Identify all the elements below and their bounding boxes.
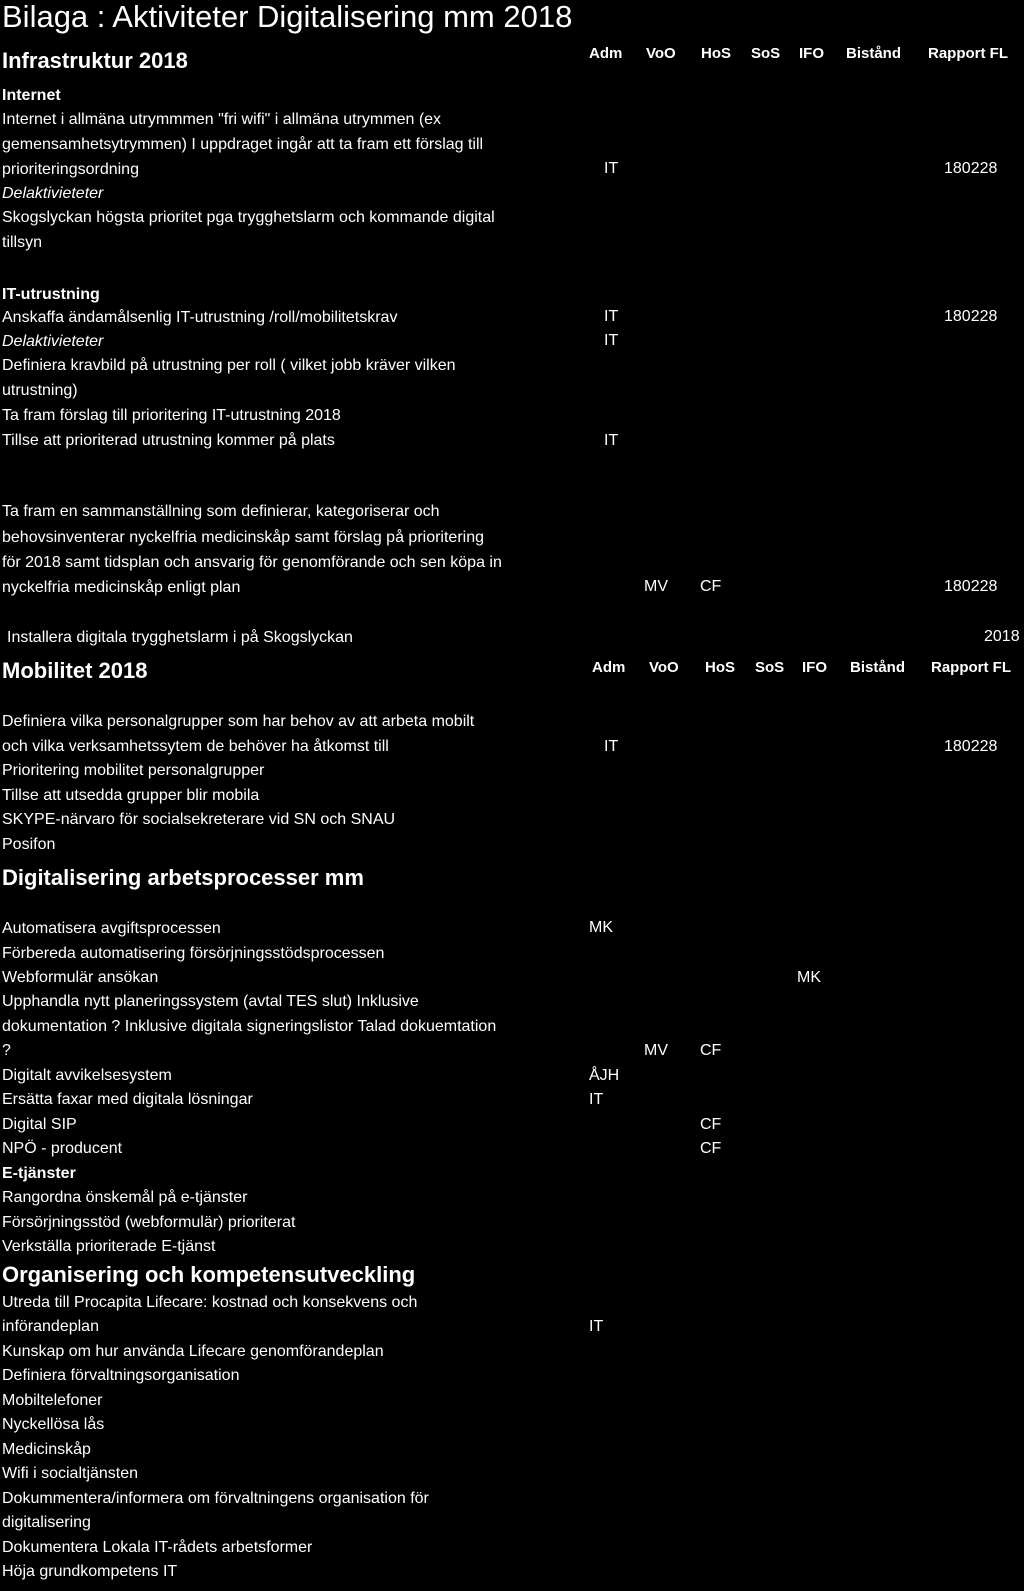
text-line: nyckelfria medicinskåp enligt plan xyxy=(2,579,241,596)
list-item: Prioritering mobilitet personalgrupper xyxy=(2,762,265,779)
text-line: Skogslyckan högsta prioritet pga trygghetslarm och kommande digital xyxy=(2,209,495,226)
text-line: Internet i allmäna utrymmmen "fri wifi" i allmäna utrymmen (ex xyxy=(2,111,442,128)
page-title: Bilaga : Aktiviteter Digitalisering mm 2018 xyxy=(2,0,573,34)
cell-rapport: 180228 xyxy=(944,578,998,595)
text-line: Anskaffa ändamålsenlig IT-utrustning /roll/mobilitetskrav xyxy=(2,309,398,326)
text-line: Ta fram en sammanställning som definierar, kategoriserar och xyxy=(2,503,440,520)
col-header-voo: VoO xyxy=(646,45,676,62)
text-line: Förbereda automatisering försörjningsstödsprocessen xyxy=(2,945,385,962)
list-item: digitalisering xyxy=(2,1514,91,1531)
list-item: SKYPE-närvaro för socialsekreterare vid SN och SNAU xyxy=(2,811,396,828)
cell-hos: CF xyxy=(700,1042,722,1059)
delaktiviteter-label: Delaktivieteter xyxy=(2,333,104,350)
list-item: Dokummentera/informera om förvaltningens organisation för xyxy=(2,1490,429,1507)
cell-voo: MV xyxy=(644,1042,668,1059)
cell-adm: IT xyxy=(589,1091,604,1108)
cell-adm: IT xyxy=(604,432,619,449)
list-item: Dokumentera Lokala IT-rådets arbetsformer xyxy=(2,1539,313,1556)
text-line: tillsyn xyxy=(2,234,43,251)
text-line: prioriteringsordning xyxy=(2,161,139,178)
cell-adm: IT xyxy=(604,738,619,755)
text-line: ? xyxy=(2,1042,11,1059)
list-item: Rangordna önskemål på e-tjänster xyxy=(2,1189,248,1206)
list-item: Försörjningsstöd (webformulär) prioriterat xyxy=(2,1214,296,1231)
col-header-adm: Adm xyxy=(592,659,626,676)
text-line: och vilka verksamhetssytem de behöver ha åtkomst till xyxy=(2,738,389,755)
col-header-rapport: Rapport FL xyxy=(928,45,1008,62)
list-item: Nyckellösa lås xyxy=(2,1416,105,1433)
list-item: Mobiltelefoner xyxy=(2,1392,103,1409)
cell-hos: CF xyxy=(700,1116,722,1133)
cell-adm: IT xyxy=(604,332,619,349)
text-line: Webformulär ansökan xyxy=(2,969,159,986)
text-line: Ersätta faxar med digitala lösningar xyxy=(2,1091,253,1108)
text-line: Digital SIP xyxy=(2,1116,77,1133)
text-line: Installera digitala trygghetslarm i på Skogslyckan xyxy=(7,629,353,646)
col-header-sos: SoS xyxy=(755,659,785,676)
text-line: införandeplan xyxy=(2,1318,99,1335)
cell-adm: IT xyxy=(589,1318,604,1335)
section-heading-organisering: Organisering och kompetensutveckling xyxy=(2,1262,416,1287)
subheading-it-utrustning: IT-utrustning xyxy=(2,286,100,303)
text-line: dokumentation ? Inklusive digitala signeringslistor Talad dokuemtation xyxy=(2,1018,497,1035)
subheading-e-tjanster: E-tjänster xyxy=(2,1165,76,1182)
list-item: Medicinskåp xyxy=(2,1441,91,1458)
col-header-rapport: Rapport FL xyxy=(931,659,1011,676)
text-line: Upphandla nytt planeringssystem (avtal TES slut) Inklusive xyxy=(2,993,419,1010)
cell-voo: MV xyxy=(644,578,668,595)
list-item: Verkställa prioriterade E-tjänst xyxy=(2,1238,216,1255)
text-line: för 2018 samt tidsplan och ansvarig för genomförande och sen köpa in xyxy=(2,554,502,571)
col-header-hos: HoS xyxy=(705,659,735,676)
text-line: Utreda till Procapita Lifecare: kostnad och konsekvens och xyxy=(2,1294,418,1311)
col-header-sos: SoS xyxy=(751,45,781,62)
list-item: Posifon xyxy=(2,836,56,853)
section-heading-infrastruktur: Infrastruktur 2018 xyxy=(2,48,188,73)
list-item: Definiera förvaltningsorganisation xyxy=(2,1367,240,1384)
text-line: behovsinventerar nyckelfria medicinskåp samt förslag på prioritering xyxy=(2,529,484,546)
col-header-hos: HoS xyxy=(701,45,731,62)
text-line: utrustning) xyxy=(2,382,78,399)
section-heading-digitalisering: Digitalisering arbetsprocesser mm xyxy=(2,865,364,890)
cell-ifo: MK xyxy=(797,969,821,986)
cell-hos: CF xyxy=(700,578,722,595)
cell-adm: IT xyxy=(604,308,619,325)
col-header-ifo: IFO xyxy=(799,45,824,62)
cell-adm: ÅJH xyxy=(589,1067,620,1084)
col-header-adm: Adm xyxy=(589,45,623,62)
cell-rapport: 180228 xyxy=(944,308,998,325)
section-heading-mobilitet: Mobilitet 2018 xyxy=(2,658,148,683)
list-item: Wifi i socialtjänsten xyxy=(2,1465,139,1482)
cell-rapport: 180228 xyxy=(944,160,998,177)
text-line: Ta fram förslag till prioritering IT-utrustning 2018 xyxy=(2,407,341,424)
col-header-bistand: Bistånd xyxy=(846,45,902,62)
cell-rapport: 180228 xyxy=(944,738,998,755)
cell-hos: CF xyxy=(700,1140,722,1157)
cell-adm: MK xyxy=(589,919,613,936)
list-item: Kunskap om hur använda Lifecare genomförandeplan xyxy=(2,1343,384,1360)
cell-rapport: 2018 xyxy=(984,628,1020,645)
text-line: Definiera kravbild på utrustning per roll ( vilket jobb kräver vilken xyxy=(2,357,456,374)
col-header-ifo: IFO xyxy=(802,659,827,676)
col-header-bistand: Bistånd xyxy=(850,659,906,676)
text-line: Definiera vilka personalgrupper som har behov av att arbeta mobilt xyxy=(2,713,475,730)
delaktiviteter-label: Delaktivieteter xyxy=(2,185,104,202)
list-item: Tillse att utsedda grupper blir mobila xyxy=(2,787,260,804)
text-line: NPÖ - producent xyxy=(2,1140,123,1157)
text-line: Tillse att prioriterad utrustning kommer på plats xyxy=(2,432,335,449)
text-line: Digitalt avvikelsesystem xyxy=(2,1067,172,1084)
cell-adm: IT xyxy=(604,160,619,177)
subheading-internet: Internet xyxy=(2,87,61,104)
col-header-voo: VoO xyxy=(649,659,679,676)
list-item: Höja grundkompetens IT xyxy=(2,1563,178,1580)
text-line: gemensamhetsytrymmen) I uppdraget ingår att ta fram ett förslag till xyxy=(2,136,484,153)
text-line: Automatisera avgiftsprocessen xyxy=(2,920,221,937)
